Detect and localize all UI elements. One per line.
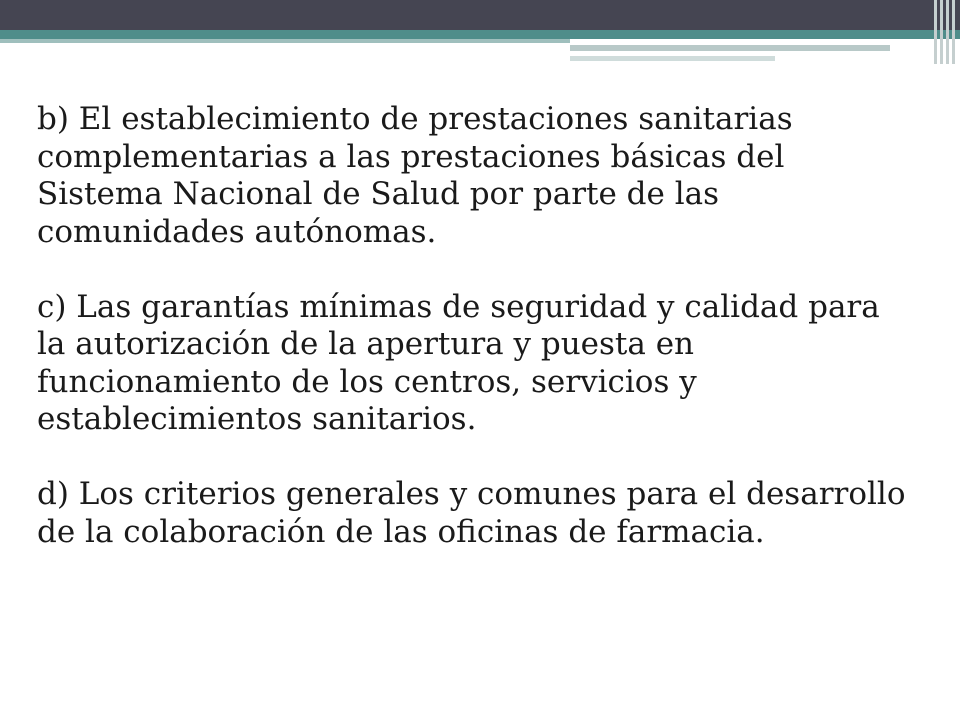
paragraph-c: c) Las garantías mínimas de seguridad y calidad para la autorización de la apertura y puesta en funcionamiento de los centros, servicios y establecimientos sanitarios. [37,288,880,437]
paragraph-b: b) El establecimiento de prestaciones sanitarias complementarias a las prestaciones básicas del Sistema Nacional de Salud por parte de las comunidades autónomas. [37,101,793,250]
slide-body [37,101,917,551]
accent-band-light [0,39,570,43]
accent-band [0,30,960,39]
decorative-stripes [932,0,960,64]
header-band [0,0,960,30]
decorative-bar [570,45,890,51]
decorative-bar-short [570,56,775,61]
paragraph-d: d) Los criterios generales y comunes para el desarrollo de la colaboración de las oficinas de farmacia. [37,476,906,550]
